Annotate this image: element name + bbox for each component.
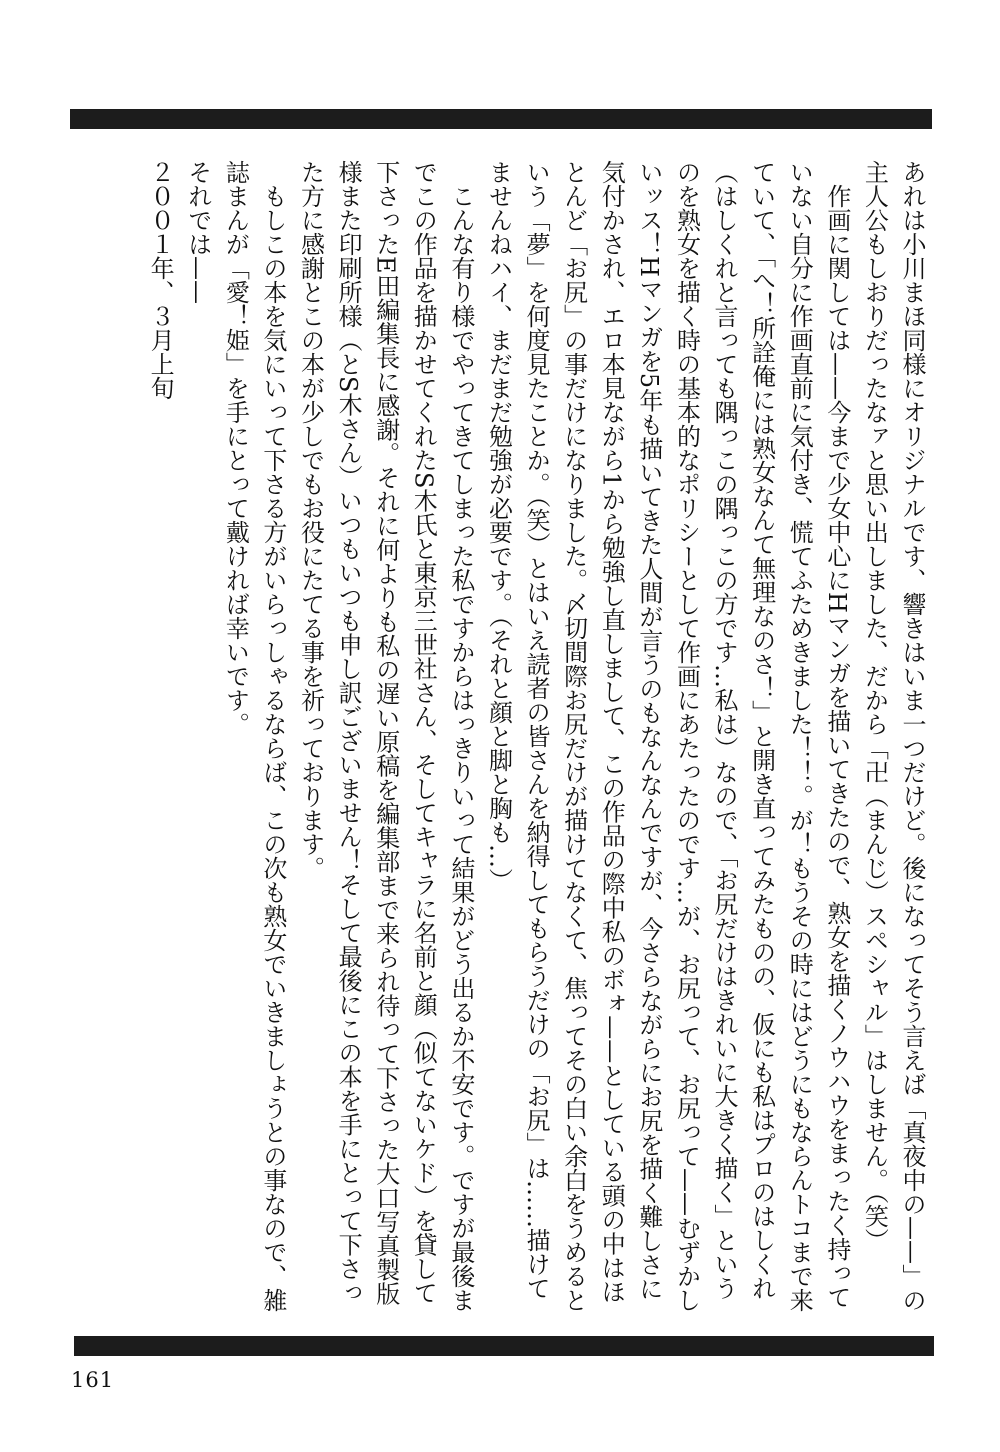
bottom-rule bbox=[74, 1336, 934, 1356]
afterword-closing: それでは—— bbox=[183, 160, 212, 304]
afterword-paragraph-1: あれは小川まほ同様にオリジナルです、響きはいま一つだけど。後になってそう言えば「真夜中の——」の主人公もしおりだったなァと思い出しました、だから「卍（まんじ）スペシャル」はしません。（笑） bbox=[860, 160, 926, 1312]
page-number: 161 bbox=[71, 1368, 115, 1392]
afterword-paragraph-4: もしこの本を気にいって下さる方がいらっしゃるならば、この次も熟女でいきましょうとの事なので、雑誌まんが「愛！姫」を手にとって戴ければ幸いです。 bbox=[221, 160, 287, 1312]
afterword-paragraph-2: 作画に関しては——今まで少女中心にHマンガを描いてきたので、熟女を描くノウハウをまったく持っていない自分に作画直前に気付き、慌てふためきました！！。が！もうその時にはどうにもならんトコまで来ていて、「へ！所詮俺には熟女なんて無理なのさ！」と開き直ってみたものの、仮にも私はプロのはしくれ（はしくれと言っても隅っこの隅っこの方です…私は）なので、「お尻だけはきれいに大きく描く」というのを熟女を描く時の基本的なポリシーとして作画にあたったのです…が、お尻って、お尻って——むずかしいッス！Hマンガを5年も描いてきた人間が言うのもなんなんですが、今さらながらにお尻を描く難しさに気付かされ、エロ本見ながら1から勉強し直しまして、この作品の際中私のボォ——としている頭の中はほとんど「お尻」の事だけになりました。〆切間際お尻だけが描けてなくて、焦ってその白い余白をうめるという「夢」を何度見たことか。（笑）とはいえ読者の皆さんを納得してもらうだけの「お尻」は……描けてませんねハイ、まだまだ勉強が必要です。（それと顔と脚と胸も…） bbox=[484, 160, 851, 1312]
top-rule bbox=[70, 109, 932, 129]
afterword-paragraph-3: こんな有り様でやってきてしまった私ですからはっきりいって結果がどう出るか不安です。ですが最後までこの作品を描かせてくれたS木氏と東京三世社さん、そしてキャラに名前と顔（似てないケド）を貸して下さったE田編集長に感謝。それに何よりも私の遅い原稿を編集部まで来られ待って下さった大口写真製版様また印刷所様（とS木さん）いつもいつも申し訳ございません！そして最後にこの本を手にとって下さった方に感謝とこの本が少しでもお役にたてる事を祈っております。 bbox=[296, 160, 475, 1312]
afterword-text bbox=[50, 160, 930, 1320]
afterword-date: ２００１年、３月上旬 bbox=[146, 160, 175, 400]
